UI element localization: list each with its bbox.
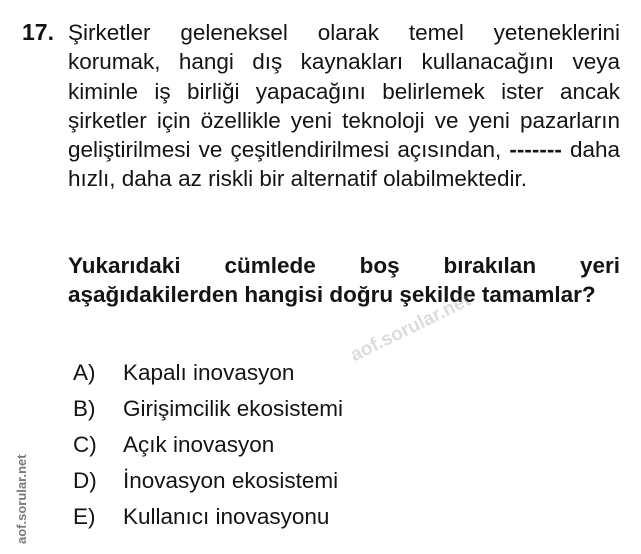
option-text: İnovasyon ekosistemi (123, 468, 339, 493)
option-e[interactable] (73, 502, 329, 532)
option-d[interactable] (73, 466, 338, 496)
option-text: Kullanıcı inovasyonu (123, 504, 330, 529)
question-prompt: Yukarıdaki cümlede boş bırakılan yeri aşağıdakilerden hangisi doğru şekilde tamamlar? (68, 253, 620, 307)
option-a[interactable] (73, 358, 294, 388)
blank-placeholder: ------- (509, 137, 562, 163)
stem-before-blank: Şirketler geleneksel olarak temel yeteneklerini korumak, hangi dış kaynakları kullanacağını veya kiminle iş birliği yapacağını belirlemek ister ancak şirketler için özellikle yeni teknoloji ve yeni pazarların geliştirilmesi ve çeşitlendirilmesi açısından, (68, 20, 620, 163)
option-text: Açık inovasyon (123, 432, 275, 457)
diagonal-watermark: aof.sorular.net (347, 289, 475, 366)
question-number: 17. (22, 19, 54, 45)
option-letter: C) (73, 432, 97, 457)
option-letter: D) (73, 468, 97, 493)
option-b[interactable] (73, 394, 343, 424)
option-letter: B) (73, 396, 96, 421)
question-stem (68, 18, 620, 194)
side-watermark: aof.sorular.net (14, 454, 29, 544)
option-c[interactable] (73, 430, 274, 460)
option-letter: A) (73, 360, 96, 385)
stem-after-blank: daha hızlı, daha az riskli bir alternatif olabilmektedir. (68, 137, 620, 192)
option-text: Girişimcilik ekosistemi (123, 396, 344, 421)
option-text: Kapalı inovasyon (123, 360, 295, 385)
option-letter: E) (73, 504, 96, 529)
